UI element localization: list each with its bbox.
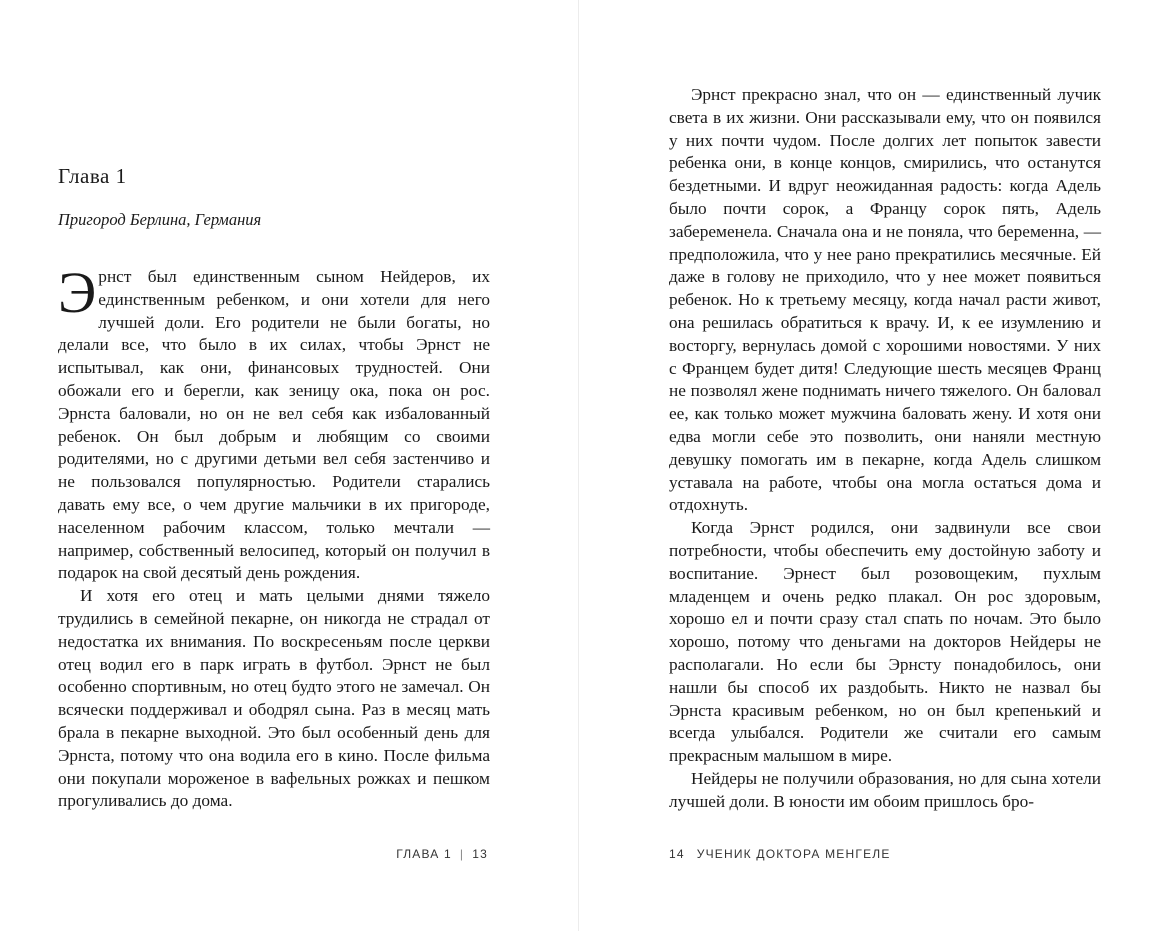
left-paragraph-2: И хотя его отец и мать целыми днями тяжело трудились в семейной пекарне, он никогда не страдал от недостатка их внимания. По воскресеньям после церкви отец водил его в парк играть в футбол. Эрнст не был особенно спортивным, но отец будто этого не замечал. Он всячески поддерживал и ободрял сына. Раз в месяц мать брала в пекарне выходной. Это был особенный день для Эрнста, потому что она водила его в кино. После фильма они покупали мороженое в вафельных рожках и пешком прогуливались до дома. [58,586,490,811]
footer-separator: | [459,847,465,861]
right-running-footer [669,847,891,861]
right-paragraph-1: Эрнст прекрасно знал, что он — единственный лучик света в их жизни. Они рассказывали ему, что он появился у них почти чудом. После долгих лет попыток завести ребенка они, в конце концов, смирились, что останутся бездетными. И вдруг неожиданная радость: когда Адель было почти сорок, а Францу сорок пять, Адель забеременела. Сначала она и не поняла, что беременна, — предположила, что у нее рано прекратились месячные. Ей даже в голову не приходило, что у нее может появиться ребенок. Но к третьему месяцу, когда начал расти живот, она решилась обратиться к врачу. И, к ее изумлению и восторгу, вернулась домой с хорошими новостями. У них с Францем будет дитя! Следующие шесть месяцев Франц не позволял жене поднимать ничего тяжелого. Он баловал ее, как только может мужчина баловать жену. И хотя они едва могли себе это позволить, они наняли местную девушку помогать им в пекарне, когда Адель слишком уставала на работе, чтобы она могла остаться дома и отдохнуть. [669,85,1101,515]
chapter-title: Глава 1 [58,164,127,188]
right-paragraph-3: Нейдеры не получили образования, но для сына хотели лучшей доли. В юности им обоим пришлось бро- [669,768,1101,811]
chapter-subtitle: Пригород Берлина, Германия [58,210,262,229]
left-running-footer [396,847,488,861]
left-footer-label: ГЛАВА 1 [396,847,452,861]
left-page [0,0,578,931]
right-page [579,0,1157,931]
left-paragraph-1 [58,260,490,585]
left-body-text [58,260,490,813]
drop-cap: Э [58,260,97,325]
left-paragraph-1-text: рнст был единственным сыном Нейдеров, их единственным ребенком, и они хотели для него лучшей доли. Его родители не были богаты, но делали все, что было в их силах, чтобы Эрнст не испытывал, как они, финансовых трудностей. Они обожали его и берегли, как зеницу ока, пока он рос. Эрнста баловали, но он не вел себя как избалованный ребенок. Он был добрым и любящим со своими родителями, но с другими детьми вел себя застенчиво и не пользовался популярностью. Родители старались давать ему все, о чем другие мальчики в их пригороде, населенном рабочим классом, только мечтали — например, собственный велосипед, который он получил в подарок на свой десятый день рождения. [58,267,490,583]
right-body-text [669,84,1101,814]
left-page-number: 13 [472,847,488,861]
right-paragraph-2: Когда Эрнст родился, они задвинули все свои потребности, чтобы обеспечить ему достойную заботу и воспитание. Эрнест был розовощеким, пухлым младенцем и очень редко плакал. Он рос здоровым, хорошо ел и почти сразу стал спать по ночам. Это было хорошо, потому что деньгами на докторов Нейдеры не располагали. Но если бы Эрнсту понадобилось, они нашли бы способ их раздобыть. Никто не назвал бы Эрнста красивым ребенком, но он был крепенький и всегда улыбался. Родители же считали его самым прекрасным малышом в мире. [669,518,1101,766]
right-footer-label: УЧЕНИК ДОКТОРА МЕНГЕЛЕ [696,847,891,861]
right-page-number: 14 [669,847,685,861]
